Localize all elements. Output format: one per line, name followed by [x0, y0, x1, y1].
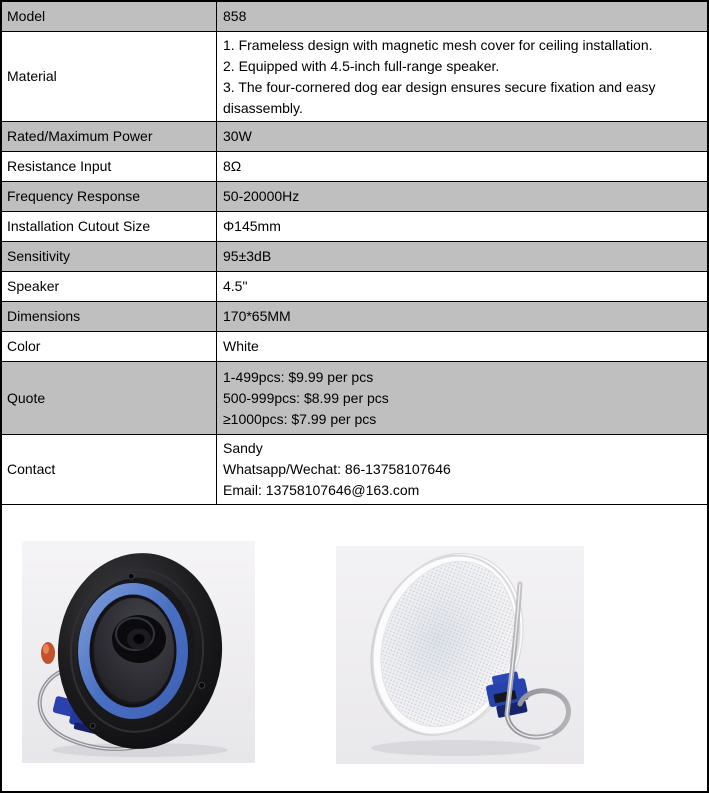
coaxial-tweeter [112, 615, 166, 663]
spec-row-resistance-input [2, 152, 707, 182]
spec-label [2, 362, 217, 434]
spec-value [217, 362, 707, 434]
product-photo-grille-view [336, 546, 584, 764]
spec-value-text: 170*65MM [223, 308, 291, 324]
spec-value-text: 8Ω [223, 158, 242, 174]
product-photo-driver-view [22, 541, 255, 763]
spec-row-speaker [2, 272, 707, 302]
spec-label [2, 272, 217, 301]
spec-label-text: Material [7, 68, 57, 84]
black-speaker-image [22, 541, 255, 763]
spec-label [2, 242, 217, 271]
spec-label-text: Installation Cutout Size [7, 218, 151, 234]
spec-value-text: 500-999pcs: $8.99 per pcs [223, 389, 389, 406]
spec-value [217, 182, 707, 211]
spec-value [217, 272, 707, 301]
contact-name-text: Sandy [223, 440, 263, 456]
spec-value [217, 152, 707, 181]
spec-row-model [2, 2, 707, 32]
spec-row-quote [2, 362, 707, 435]
spec-value [217, 302, 707, 331]
spec-value-text: 95±3dB [223, 248, 272, 264]
spec-value [217, 122, 707, 151]
spec-value-text: 2. Equipped with 4.5-inch full-range speaker. [223, 57, 500, 74]
spec-row-cutout-size [2, 212, 707, 242]
spec-label-text: Frequency Response [7, 188, 141, 204]
spec-value-text: ≥1000pcs: $7.99 per pcs [223, 410, 377, 427]
spec-label-text: Quote [7, 389, 46, 406]
spec-value-text: 1-499pcs: $9.99 per pcs [223, 368, 374, 385]
spec-value-text: 3. The four-cornered dog ear design ensures secure fixation and easy disassembly. [223, 78, 656, 116]
spec-row-dimensions [2, 302, 707, 332]
spec-label-text: Dimensions [7, 308, 81, 324]
spec-label-text: Resistance Input [7, 158, 112, 174]
spec-row-frequency-response [2, 182, 707, 212]
spec-label [2, 152, 217, 181]
spec-label [2, 302, 217, 331]
spec-label [2, 32, 217, 121]
spec-value [217, 435, 707, 504]
spec-label [2, 212, 217, 241]
spec-value [217, 212, 707, 241]
spec-label-text: Model [7, 8, 46, 24]
contact-whatsapp-text: Whatsapp/Wechat: 86-13758107646 [223, 461, 451, 477]
spec-table [2, 2, 707, 505]
spec-value-text: Φ145mm [223, 218, 281, 234]
product-photos [2, 505, 707, 791]
spec-value [217, 32, 707, 121]
spec-label [2, 182, 217, 211]
spec-value-text: White [223, 338, 259, 354]
spec-label [2, 122, 217, 151]
spec-label-text: Rated/Maximum Power [7, 128, 153, 144]
spec-value [217, 2, 707, 31]
spec-row-contact [2, 435, 707, 505]
spec-value-text: 30W [223, 128, 252, 144]
spec-label-text: Contact [7, 461, 56, 477]
spec-value [217, 332, 707, 361]
spec-label [2, 435, 217, 504]
spec-value-text: 50-20000Hz [223, 188, 300, 204]
floor-shadow [371, 740, 541, 756]
spec-value [217, 242, 707, 271]
spec-row-material [2, 32, 707, 122]
spec-row-color [2, 332, 707, 362]
spec-value-text: 1. Frameless design with magnetic mesh cover for ceiling installation. [223, 36, 653, 53]
white-speaker-image [336, 546, 584, 764]
crossover-component [41, 642, 55, 664]
spec-label [2, 332, 217, 361]
spec-label-text: Sensitivity [7, 248, 71, 264]
spec-row-sensitivity [2, 242, 707, 272]
spec-row-rated-power [2, 122, 707, 152]
contact-email-text: Email: 13758107646@163.com [223, 482, 420, 498]
spec-value-text: 858 [223, 8, 247, 24]
spec-label-text: Color [7, 338, 41, 354]
spec-label-text: Speaker [7, 278, 60, 294]
spec-label [2, 2, 217, 31]
spec-value-text: 4.5" [223, 278, 248, 294]
